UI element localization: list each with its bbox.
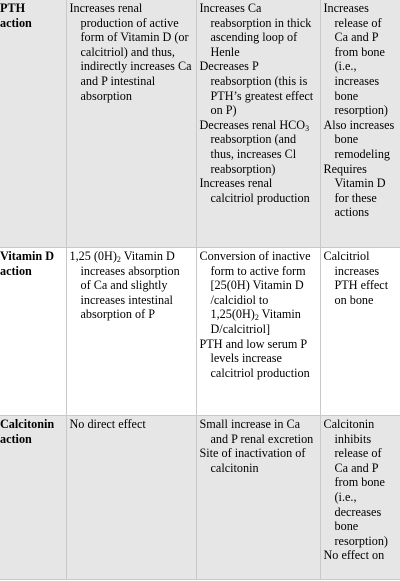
cell-entry: Increases renal production of active form of Vitamin D (or calcitriol) and thus, indirectly increases Ca and P intestinal absorption bbox=[69, 1, 192, 103]
row-label-pth bbox=[0, 0, 66, 248]
table-row-vitamin-d bbox=[0, 248, 400, 416]
table-row-pth bbox=[0, 0, 400, 248]
cell-pth-kidney bbox=[196, 0, 320, 248]
cell-entry: PTH and low serum P levels increase calcitriol production bbox=[199, 336, 310, 380]
cell-pth-bone bbox=[320, 0, 400, 248]
cell-entry: Decreases renal $HCO_3$ reabsorption (and thus, increases Cl reabsorption) bbox=[199, 117, 310, 176]
row-label-line: action bbox=[0, 15, 32, 30]
cell-calcitonin-kidney bbox=[196, 416, 320, 580]
cell-vitamin-d-intestine bbox=[66, 248, 196, 416]
cell-entry: Also increases bone remodeling bbox=[323, 117, 395, 161]
cell-vitamin-d-bone bbox=[320, 248, 400, 416]
row-label-line: Vitamin D bbox=[0, 249, 55, 263]
cell-entry: Calcitonin inhibits release of Ca and P from bone (i.e., decreases bone resorption) bbox=[323, 417, 388, 548]
row-label-line: action bbox=[0, 431, 32, 446]
cell-entry: Requires Vitamin D for these actions bbox=[323, 161, 386, 220]
cell-entry: 1,25 $(0H)_2$ Vitamin D increases absorption of Ca and slightly increases intestinal absorption of P bbox=[69, 249, 180, 322]
row-label-line: PTH bbox=[0, 1, 26, 15]
cell-entry: Decreases P reabsorption (this is PTH’s greatest effect on P) bbox=[199, 59, 314, 118]
cell-vitamin-d-kidney bbox=[196, 248, 320, 416]
cell-entry: Increases Ca reabsorption in thick ascending loop of Henle bbox=[199, 1, 312, 59]
row-label-calcitonin bbox=[0, 416, 66, 580]
cell-entry: No effect on bbox=[323, 548, 385, 563]
cell-calcitonin-intestine bbox=[66, 416, 196, 580]
cell-entry: Increases renal calcitriol production bbox=[199, 176, 310, 205]
cell-pth-intestine bbox=[66, 0, 196, 248]
cell-entry: Increases release of Ca and P from bone (i.e., increases bone resorption) bbox=[323, 1, 388, 118]
cell-entry: Conversion of inactive form to active form [25(0H) Vitamin D /calcidiol to $1,25(0H)_2$ Vitamin D/calcitriol] bbox=[199, 249, 311, 336]
cell-entry: Site of inactivation of calcitonin bbox=[199, 446, 306, 475]
cell-calcitonin-bone bbox=[320, 416, 400, 580]
cell-entry: No direct effect bbox=[69, 417, 146, 431]
row-label-line: action bbox=[0, 263, 32, 278]
cell-entry: Small increase in Ca and P renal excretion bbox=[199, 417, 314, 446]
row-label-line: Calcitonin bbox=[0, 417, 55, 431]
row-label-vitamin-d bbox=[0, 248, 66, 416]
table-row-calcitonin bbox=[0, 416, 400, 580]
cell-entry: Calcitriol increases PTH effect on bone bbox=[323, 249, 389, 307]
